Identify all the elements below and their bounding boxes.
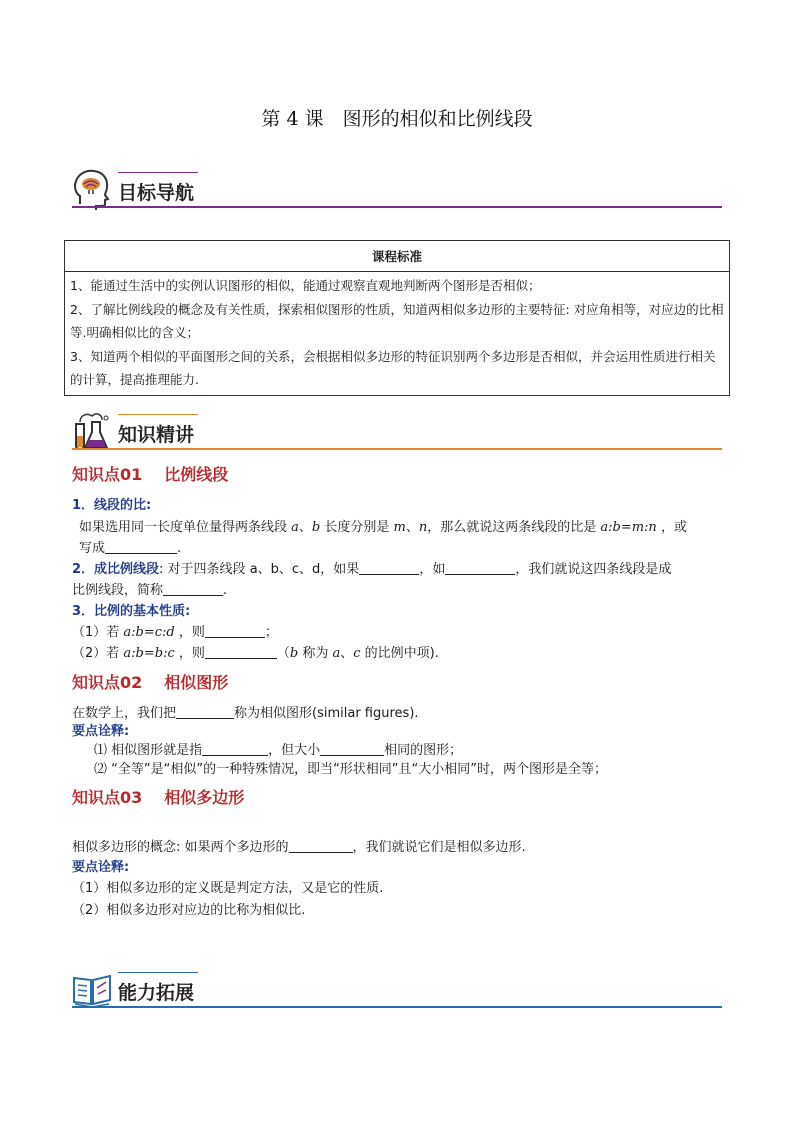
section-divider bbox=[72, 1006, 722, 1008]
fill-blank[interactable] bbox=[445, 562, 515, 575]
fill-blank[interactable] bbox=[289, 840, 353, 853]
section-title-extension: 能力拓展 bbox=[118, 982, 195, 1004]
section-title-goals: 目标导航 bbox=[118, 182, 195, 204]
kp1-paragraph-1-cont: 写成 . bbox=[79, 541, 182, 556]
kp1-paragraph-1: 如果选用同一长度单位量得两条线段 a、b 长度分别是 m、n，那么就说这两条线段的比是 a:b=m:n ，或 bbox=[79, 520, 687, 535]
kp3-heading bbox=[72, 785, 244, 808]
kp1-paragraph-2: 2．成比例线段: 对于四条线段 a、b、c、d，如果 ，如 ，我们就说这四条线段是成 bbox=[72, 562, 672, 577]
kp1-number: 知识点01 bbox=[72, 465, 143, 484]
section-title-knowledge: 知识精讲 bbox=[118, 424, 195, 446]
fill-blank[interactable] bbox=[205, 646, 277, 659]
kp2-note-heading: 要点诠释: bbox=[72, 724, 130, 739]
kp3-note-heading: 要点诠释: bbox=[72, 860, 130, 875]
fill-blank[interactable] bbox=[359, 562, 419, 575]
kp1-property-1: （1）若 a:b=c:d ，则 ； bbox=[72, 625, 278, 640]
kp1-paragraph-2-cont: 比例线段，简称 . bbox=[72, 583, 228, 598]
course-standards-table bbox=[64, 240, 730, 396]
kp2-note-2: ⑵ “全等”是“相似”的一种特殊情况，即当“形状相同”且“大小相同”时，两个图形是全等； bbox=[94, 762, 608, 777]
fill-blank[interactable] bbox=[163, 583, 223, 596]
kp3-note-2: （2）相似多边形对应边的比称为相似比. bbox=[72, 903, 306, 918]
section-divider bbox=[72, 448, 722, 450]
section-header-knowledge bbox=[72, 410, 722, 458]
kp2-heading bbox=[72, 670, 228, 693]
section-divider bbox=[72, 206, 722, 208]
kp3-note-1: （1）相似多边形的定义既是判定方法，又是它的性质. bbox=[72, 881, 384, 896]
kp1-property-2: （2）若 a:b=b:c ，则 （b 称为 a、c 的比例中项). bbox=[72, 646, 439, 661]
kp1-sub-heading-3: 3．比例的基本性质: bbox=[72, 604, 191, 619]
kp2-title: 相似图形 bbox=[164, 673, 229, 692]
standard-item: 3、知道两个相似的平面图形之间的关系，会根据相似多边形的特征识别两个多边形是否相似，并会运用性质进行相关的计算，提高推理能力. bbox=[70, 348, 716, 387]
kp2-number: 知识点02 bbox=[72, 673, 143, 692]
fill-blank[interactable] bbox=[202, 743, 268, 756]
fill-blank[interactable] bbox=[320, 743, 384, 756]
page-title: 第 4 课 图形的相似和比例线段 bbox=[261, 108, 533, 130]
standard-item: 2、了解比例线段的概念及有关性质，探索相似图形的性质，知道两相似多边形的主要特征: 对应角相等，对应边的比相等.明确相似比的含义； bbox=[70, 301, 724, 340]
section-header-goals bbox=[72, 168, 722, 216]
fill-blank[interactable] bbox=[176, 706, 234, 719]
kp1-title: 比例线段 bbox=[164, 465, 229, 484]
fill-blank[interactable] bbox=[105, 541, 177, 554]
open-book-icon bbox=[72, 968, 112, 1010]
standard-item: 1、能通过生活中的实例认识图形的相似，能通过观察直观地判断两个图形是否相似； bbox=[70, 278, 541, 293]
kp3-number: 知识点03 bbox=[72, 788, 143, 807]
kp3-paragraph-1: 相似多边形的概念: 如果两个多边形的 ，我们就说它们是相似多边形. bbox=[72, 840, 526, 855]
lab-flask-icon bbox=[72, 410, 112, 452]
table-header: 课程标准 bbox=[65, 241, 730, 272]
kp3-title: 相似多边形 bbox=[164, 788, 245, 807]
fill-blank[interactable] bbox=[205, 625, 265, 638]
kp1-sub-heading-1: 1．线段的比: bbox=[72, 498, 152, 513]
brain-head-icon bbox=[72, 168, 112, 210]
kp2-paragraph-1: 在数学上，我们把 称为相似图形(similar figures). bbox=[72, 706, 419, 721]
kp2-note-1: ⑴ 相似图形就是指 ，但大小 相同的图形； bbox=[94, 743, 463, 758]
standards-body bbox=[65, 272, 730, 396]
section-header-extension bbox=[72, 968, 722, 1016]
kp1-heading bbox=[72, 462, 228, 485]
